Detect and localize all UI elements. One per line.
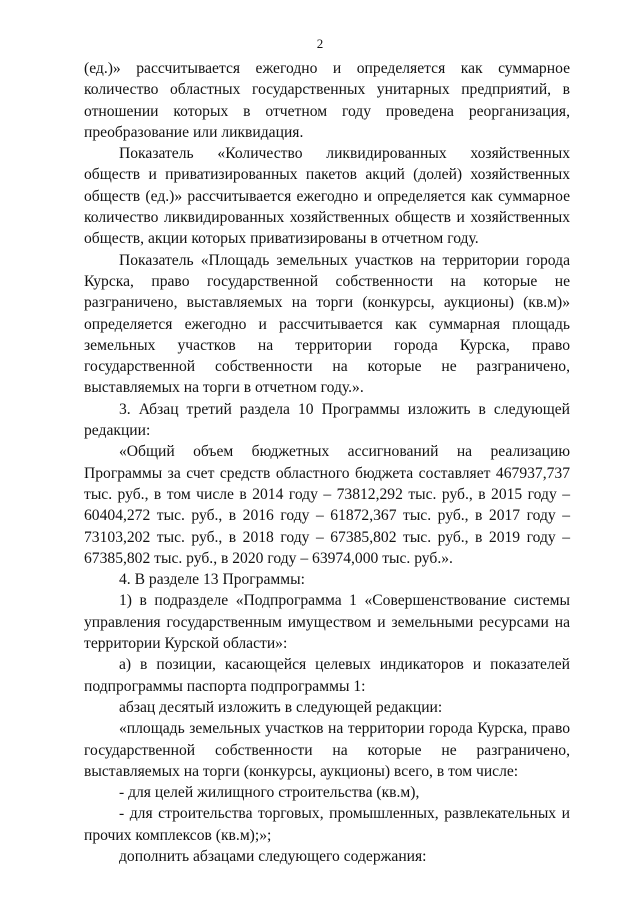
paragraph: 1) в подразделе «Подпрограмма 1 «Совершенствование системы управления государственным имуществом и земельными ресурсами на территории Курской области»:: [84, 592, 570, 653]
paragraph: (ед.)» рассчитывается ежегодно и определяется как суммарное количество областных государственных унитарных предприятий, в отношении которых в отчетном году проведена реорганизация, преобразование или ликвидация.: [84, 60, 570, 141]
paragraph: «площадь земельных участков на территории города Курска, право государственной собственности на которые не разграничено, выставляемых на торги (конкурсы, аукционы) всего, в том числе:: [84, 720, 570, 780]
paragraph: Показатель «Площадь земельных участков на территории города Курска, право государственной собственности на которые не разграничено, выставляемых на торги (конкурсы, аукционы) (кв.м)» определяется ежегодно и рассчитывается как суммарная площадь земельных участков на территории города Курска, право государственной собственности на которые не разграничено, выставляемых на торги в отчетном году.».: [84, 251, 570, 397]
paragraph: - для целей жилищного строительства (кв.м),: [119, 784, 420, 802]
paragraph: - для строительства торговых, промышленных, развлекательных и прочих комплексов (кв.м);»;: [84, 805, 570, 844]
page-number: 2: [316, 36, 324, 51]
paragraph: 3. Абзац третий раздела 10 Программы изложить в следующей редакции:: [84, 400, 570, 440]
paragraph: дополнить абзацами следующего содержания:: [119, 847, 427, 865]
paragraph: а) в позиции, касающейся целевых индикаторов и показателей подпрограммы паспорта подпрограммы 1:: [84, 656, 570, 695]
paragraph: 4. В разделе 13 Программы:: [119, 571, 305, 589]
paragraph: Показатель «Количество ликвидированных хозяйственных обществ и приватизированных пакетов акций (долей) хозяйственных обществ (ед.)» рассчитывается ежегодно и определяется как суммарное количество ликвидированных хозяйственных обществ и хозяйственных обществ, акции которых приватизированы в отчетном году.: [84, 145, 570, 248]
paragraph: «Общий объем бюджетных ассигнований на реализацию Программы за счет средств областного бюджета составляет 467937,737 тыс. руб., в том числе в 2014 году – 73812,292 тыс. руб., в 2015 году – 60404,272 тыс. руб., в 2016 году – 61872,367 тыс. руб., в 2017 году – 73103,202 тыс. руб., в 2018 году – 67385,802 тыс. руб., в 2019 году – 67385,802 тыс. руб., в 2020 году – 63974,000 тыс. руб.».: [84, 443, 570, 567]
paragraph: абзац десятый изложить в следующей редакции:: [119, 698, 443, 716]
document-body: [84, 58, 570, 867]
